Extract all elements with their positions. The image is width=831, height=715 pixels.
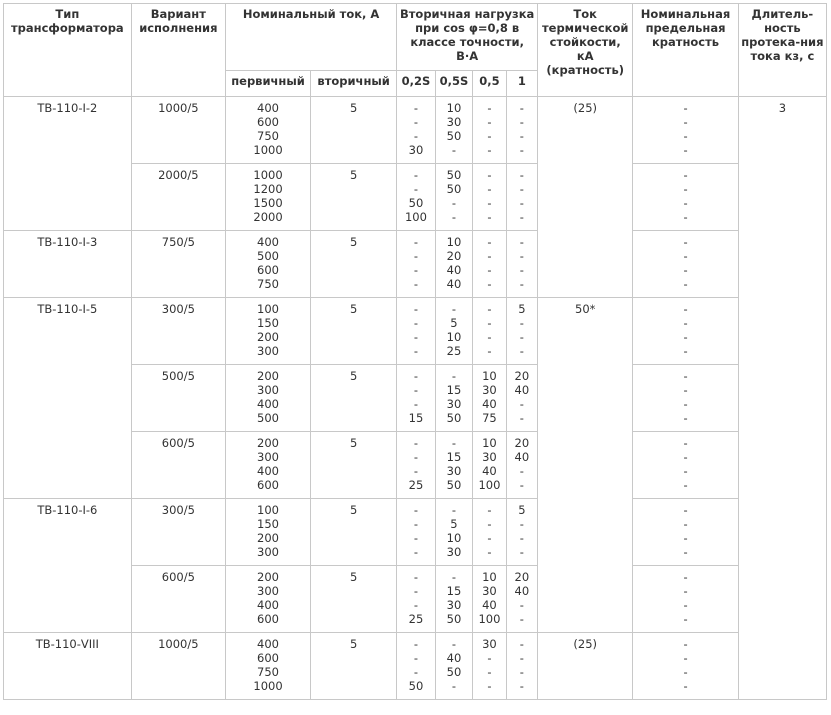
class-02s-cell — [397, 633, 436, 700]
limit-ratio-cell — [633, 566, 738, 633]
primary-current-values: 400 600 750 1000 — [253, 101, 283, 157]
class-05s-values: 10 20 40 40 — [446, 235, 462, 291]
header-class-05: 0,5 — [473, 71, 506, 97]
class-1-cell — [506, 432, 537, 499]
class-1-values: - - - - — [519, 101, 524, 157]
primary-current-values: 1000 1200 1500 2000 — [253, 168, 283, 224]
class-1-values: 20 40 - - — [514, 436, 530, 492]
class-05-cell — [473, 97, 506, 164]
limit-ratio-values: - - - - — [683, 168, 688, 224]
class-05s-cell — [435, 633, 473, 700]
class-02s-cell — [397, 97, 436, 164]
type-name: ТВ-110-I-5 — [37, 302, 98, 316]
class-05-cell — [473, 499, 506, 566]
secondary-current-cell: 5 — [311, 97, 397, 164]
secondary-current-cell: 5 — [311, 499, 397, 566]
class-05s-values: - 15 30 50 — [446, 570, 462, 626]
primary-current-cell — [225, 566, 310, 633]
secondary-current-cell: 5 — [311, 432, 397, 499]
secondary-current-cell: 5 — [311, 298, 397, 365]
class-05s-values: 50 50 - - — [446, 168, 462, 224]
limit-ratio-cell — [633, 432, 738, 499]
limit-ratio-values: - - - - — [683, 101, 688, 157]
header-primary: первичный — [225, 71, 310, 97]
variant-cell: 1000/5 — [131, 97, 225, 164]
type-name: ТВ-110-VIII — [35, 637, 99, 651]
class-05s-values: - 40 50 - — [446, 637, 462, 693]
class-02s-values: - - - 25 — [408, 570, 424, 626]
class-05-cell — [473, 231, 506, 298]
limit-ratio-values: - - - - — [683, 302, 688, 358]
class-05-values: 30 - - - — [482, 637, 497, 693]
secondary-current-cell: 5 — [311, 633, 397, 700]
class-1-cell — [506, 499, 537, 566]
class-05-values: - - - - — [487, 302, 492, 358]
class-02s-cell — [397, 231, 436, 298]
variant-cell: 300/5 — [131, 499, 225, 566]
type-cell — [4, 633, 132, 700]
class-05-cell — [473, 633, 506, 700]
variant-cell: 300/5 — [131, 298, 225, 365]
class-02s-cell — [397, 164, 436, 231]
limit-ratio-values: - - - - — [683, 369, 688, 425]
class-05-cell — [473, 164, 506, 231]
primary-current-cell — [225, 298, 310, 365]
class-05-values: 10 30 40 100 — [478, 436, 501, 492]
class-02s-cell — [397, 298, 436, 365]
class-05s-values: - 5 10 30 — [446, 503, 462, 559]
class-05-values: - - - - — [487, 101, 492, 157]
primary-current-values: 200 300 400 600 — [257, 436, 279, 492]
primary-current-values: 200 300 400 500 — [257, 369, 279, 425]
limit-ratio-cell — [633, 164, 738, 231]
table-row — [4, 298, 827, 365]
limit-ratio-cell — [633, 298, 738, 365]
class-02s-values: - - - - — [413, 235, 419, 291]
class-05-cell — [473, 365, 506, 432]
thermal-current-cell: (25) — [538, 633, 633, 700]
header-class-05s: 0,5S — [435, 71, 473, 97]
class-05s-cell — [435, 298, 473, 365]
primary-current-cell — [225, 97, 310, 164]
class-05-cell — [473, 298, 506, 365]
class-02s-values: - - - 50 — [408, 637, 424, 693]
class-02s-values: - - - 25 — [408, 436, 424, 492]
class-1-values: - - - - — [519, 235, 524, 291]
class-02s-values: - - - - — [413, 503, 419, 559]
variant-cell: 750/5 — [131, 231, 225, 298]
table-row — [4, 231, 827, 298]
class-05s-values: - 15 30 50 — [446, 369, 462, 425]
primary-current-cell — [225, 499, 310, 566]
header-secondary-load: Вторичная нагрузка при cos φ=0,8 в классе точности, В·А — [397, 4, 538, 71]
secondary-current-cell: 5 — [311, 566, 397, 633]
primary-current-values: 100 150 200 300 — [257, 503, 279, 559]
class-05-cell — [473, 432, 506, 499]
class-1-values: 20 40 - - — [514, 570, 530, 626]
class-1-cell — [506, 633, 537, 700]
class-05-values: 10 30 40 75 — [482, 369, 497, 425]
primary-current-values: 400 500 600 750 — [257, 235, 279, 291]
class-1-values: - - - - — [519, 637, 524, 693]
secondary-current-cell: 5 — [311, 365, 397, 432]
class-05s-cell — [435, 365, 473, 432]
class-1-cell — [506, 231, 537, 298]
header-duration: Длитель-ность протека-ния тока кз, с — [738, 4, 826, 97]
primary-current-cell — [225, 231, 310, 298]
header-limit-ratio: Номинальная предельная кратность — [633, 4, 738, 97]
class-1-values: - - - - — [519, 168, 524, 224]
class-05s-values: - 15 30 50 — [446, 436, 462, 492]
variant-cell: 2000/5 — [131, 164, 225, 231]
class-05s-values: 10 30 50 - — [446, 101, 462, 157]
variant-cell: 500/5 — [131, 365, 225, 432]
class-1-cell — [506, 566, 537, 633]
class-02s-values: - - - 30 — [408, 101, 424, 157]
primary-current-cell — [225, 365, 310, 432]
class-05-values: 10 30 40 100 — [478, 570, 501, 626]
type-cell — [4, 499, 132, 633]
type-name: ТВ-110-I-2 — [37, 101, 98, 115]
class-02s-values: - - 50 100 — [404, 168, 427, 224]
primary-current-cell — [225, 432, 310, 499]
class-1-values: 5 - - - — [518, 503, 526, 559]
class-02s-values: - - - 15 — [408, 369, 424, 425]
class-1-values: 20 40 - - — [514, 369, 530, 425]
class-1-cell — [506, 164, 537, 231]
class-05s-cell — [435, 432, 473, 499]
transformer-spec-table — [3, 3, 827, 700]
class-1-values: 5 - - - — [518, 302, 526, 358]
primary-current-values: 200 300 400 600 — [257, 570, 279, 626]
variant-cell: 600/5 — [131, 566, 225, 633]
class-05-values: - - - - — [487, 503, 492, 559]
variant-cell: 1000/5 — [131, 633, 225, 700]
type-cell — [4, 231, 132, 298]
class-1-cell — [506, 298, 537, 365]
class-02s-cell — [397, 499, 436, 566]
class-05-values: - - - - — [487, 168, 492, 224]
header-class-02s: 0,2S — [397, 71, 436, 97]
header-thermal-current: Ток термической стойкости, кА (кратность) — [538, 4, 633, 97]
class-05s-cell — [435, 499, 473, 566]
class-02s-values: - - - - — [413, 302, 419, 358]
limit-ratio-cell — [633, 633, 738, 700]
limit-ratio-cell — [633, 365, 738, 432]
table-row — [4, 97, 827, 164]
limit-ratio-cell — [633, 499, 738, 566]
thermal-current-cell: (25) — [538, 97, 633, 298]
header-row — [4, 4, 827, 71]
limit-ratio-values: - - - - — [683, 637, 688, 693]
class-05s-cell — [435, 164, 473, 231]
primary-current-values: 100 150 200 300 — [257, 302, 279, 358]
limit-ratio-values: - - - - — [683, 235, 688, 291]
thermal-current-cell: 50* — [538, 298, 633, 633]
class-05s-values: - 5 10 25 — [446, 302, 462, 358]
duration-cell: 3 — [738, 97, 826, 700]
class-02s-cell — [397, 432, 436, 499]
limit-ratio-cell — [633, 97, 738, 164]
class-05-values: - - - - — [487, 235, 492, 291]
variant-cell: 600/5 — [131, 432, 225, 499]
limit-ratio-values: - - - - — [683, 570, 688, 626]
class-05s-cell — [435, 97, 473, 164]
class-02s-cell — [397, 566, 436, 633]
table-row — [4, 633, 827, 700]
type-name: ТВ-110-I-3 — [37, 235, 98, 249]
class-1-cell — [506, 97, 537, 164]
header-class-1: 1 — [506, 71, 537, 97]
type-cell — [4, 97, 132, 231]
class-05s-cell — [435, 231, 473, 298]
primary-current-values: 400 600 750 1000 — [253, 637, 283, 693]
type-name: ТВ-110-I-6 — [37, 503, 98, 517]
primary-current-cell — [225, 164, 310, 231]
table-row — [4, 499, 827, 566]
class-02s-cell — [397, 365, 436, 432]
header-nominal-current: Номинальный ток, А — [225, 4, 396, 71]
secondary-current-cell: 5 — [311, 231, 397, 298]
class-05s-cell — [435, 566, 473, 633]
header-secondary: вторичный — [311, 71, 397, 97]
primary-current-cell — [225, 633, 310, 700]
class-1-cell — [506, 365, 537, 432]
header-type: Тип трансформатора — [4, 4, 132, 97]
limit-ratio-values: - - - - — [683, 503, 688, 559]
limit-ratio-values: - - - - — [683, 436, 688, 492]
secondary-current-cell: 5 — [311, 164, 397, 231]
limit-ratio-cell — [633, 231, 738, 298]
class-05-cell — [473, 566, 506, 633]
header-variant: Вариант исполнения — [131, 4, 225, 97]
type-cell — [4, 298, 132, 499]
